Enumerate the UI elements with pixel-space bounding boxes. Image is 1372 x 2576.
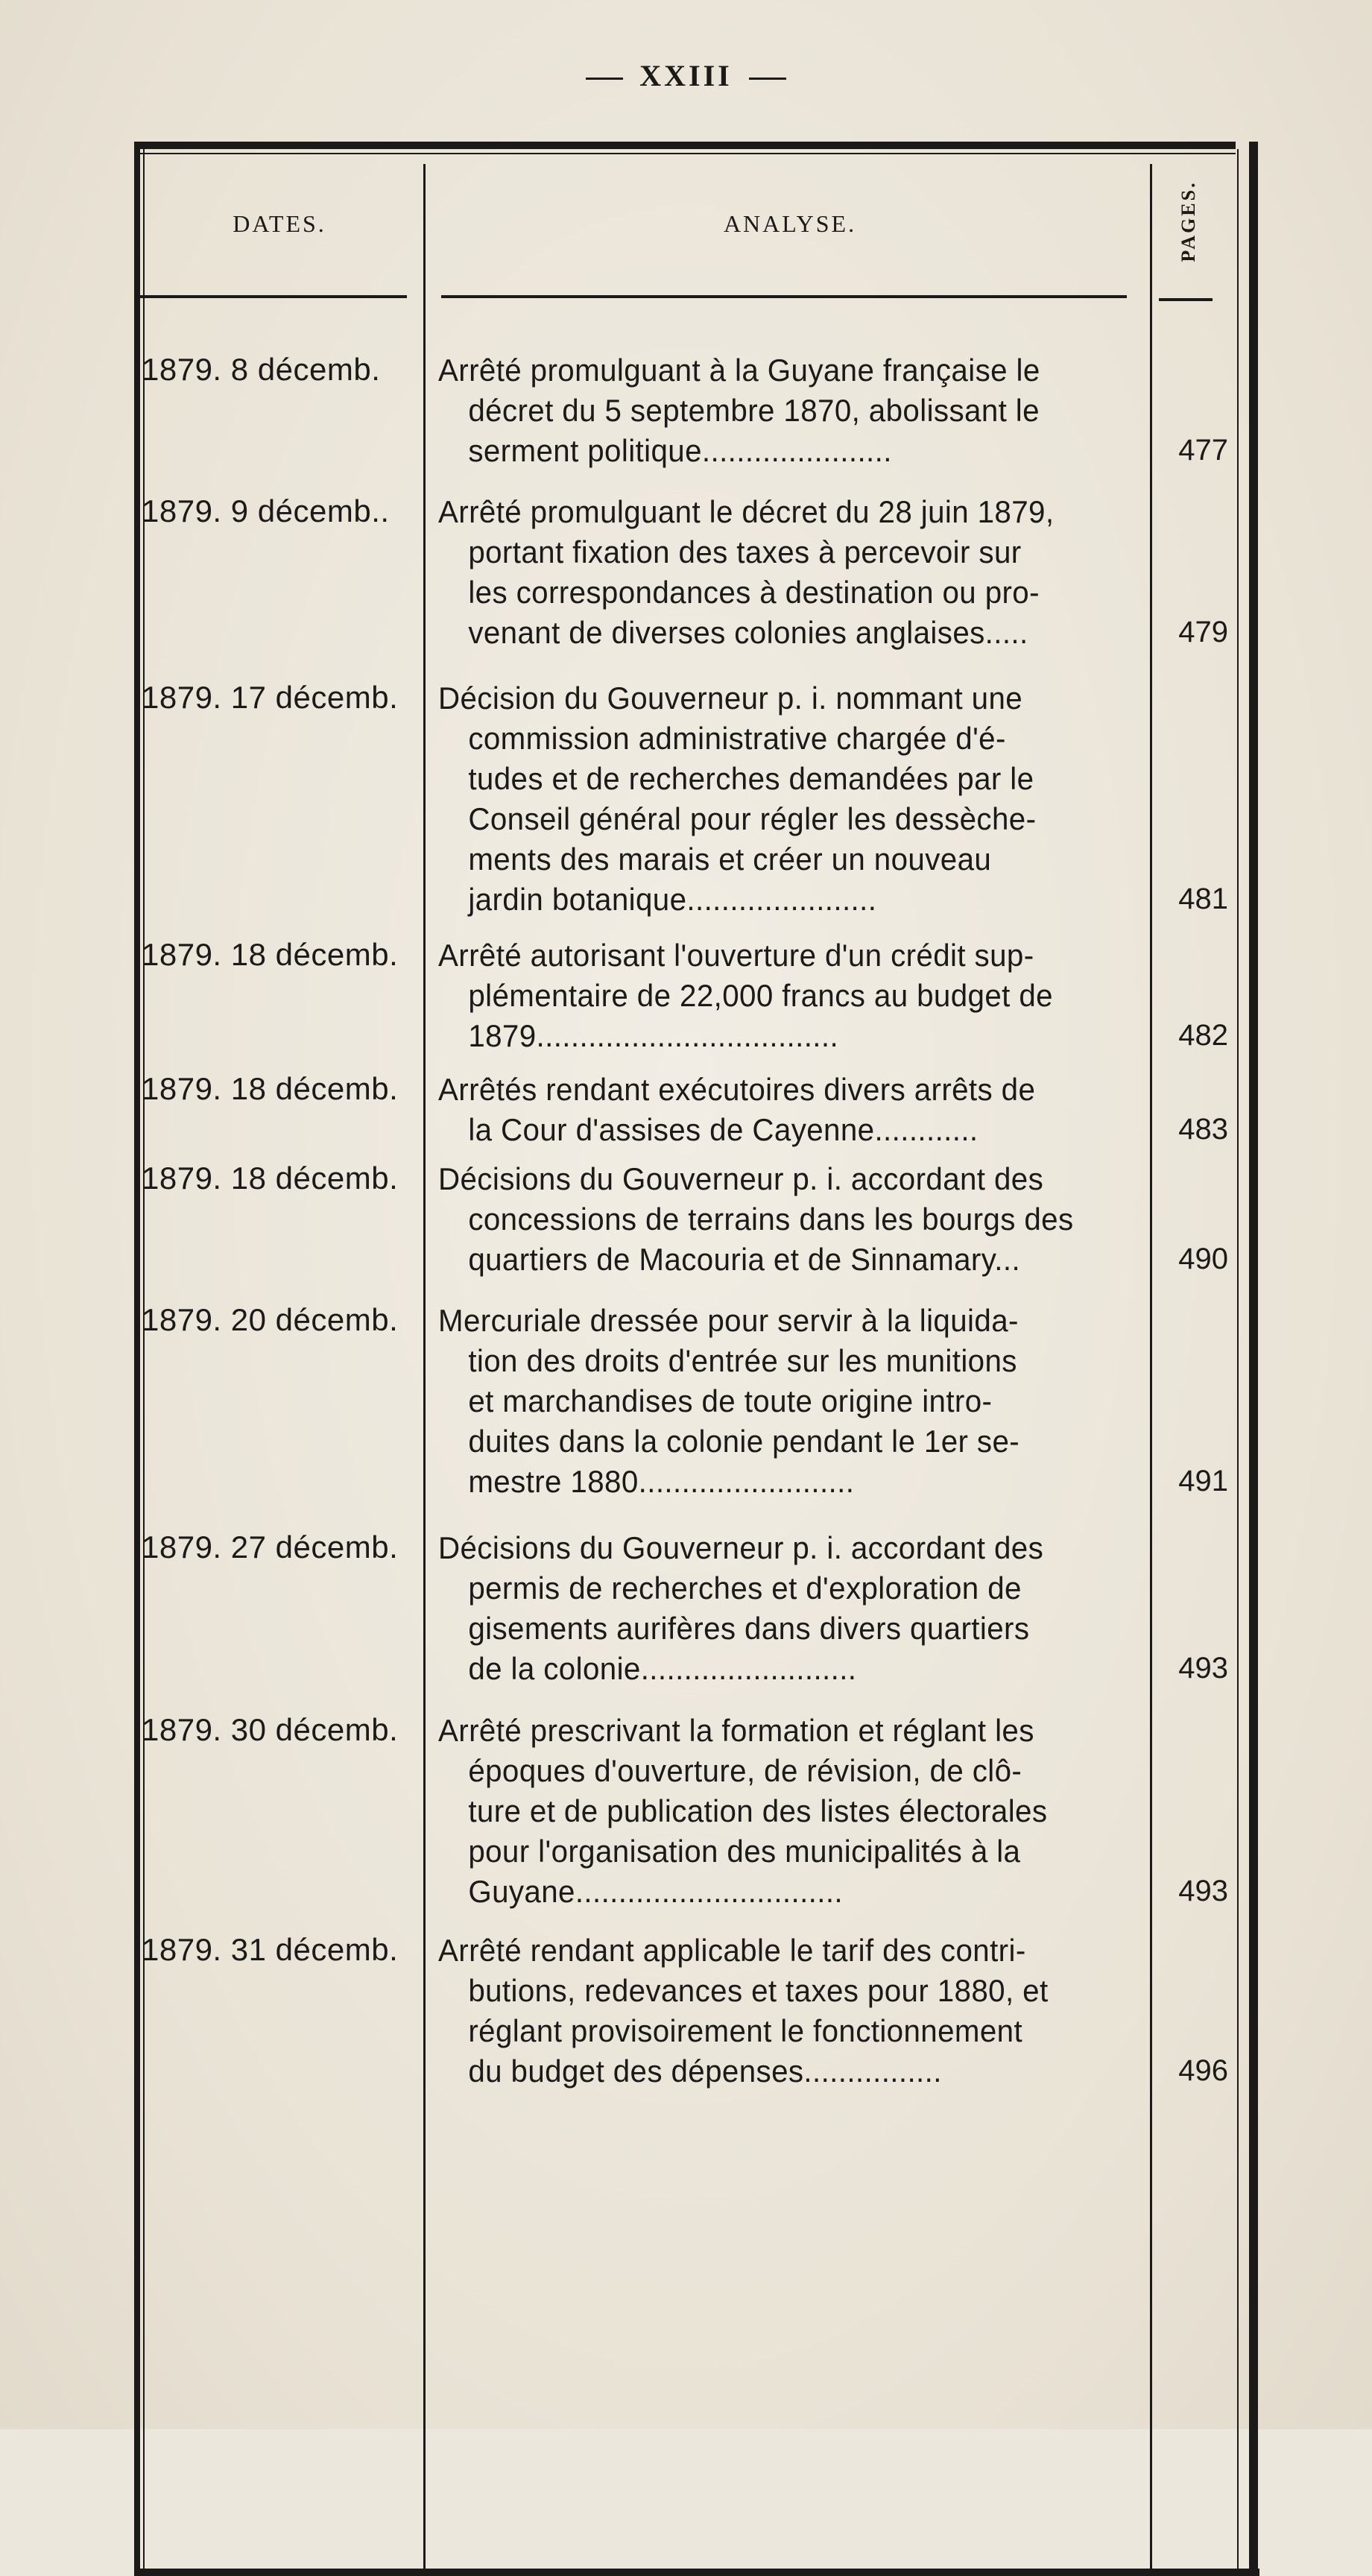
analysis-line: la Cour d'assises de Cayenne............	[468, 1112, 979, 1147]
analysis-line: 1879...................................	[468, 1018, 839, 1053]
frame-left-border	[134, 142, 140, 2576]
row-analysis	[438, 1528, 1116, 1689]
row-page-number: 481	[1178, 883, 1228, 915]
analysis-line: Conseil général pour régler les dessèche-	[468, 801, 1037, 836]
header-pages: PAGES.	[1177, 180, 1199, 262]
row-page-number: 479	[1178, 616, 1228, 648]
analysis-line: jardin botanique......................	[468, 882, 877, 917]
analysis-line: ments des marais et créer un nouveau	[468, 842, 992, 877]
analysis-line: Mercuriale dressée pour servir à la liquida-	[438, 1303, 1019, 1338]
row-page-number: 490	[1178, 1243, 1228, 1275]
frame-right-inner-border	[1237, 149, 1239, 2572]
row-page-number: 491	[1178, 1465, 1228, 1497]
row-analysis	[438, 1301, 1116, 1502]
analysis-line: Décisions du Gouverneur p. i. accordant des	[438, 1530, 1044, 1565]
analysis-line: Arrêtés rendant exécutoires divers arrêts de	[438, 1072, 1036, 1107]
analysis-line: tudes et de recherches demandées par le	[468, 761, 1034, 796]
analysis-line: tion des droits d'entrée sur les munitions	[468, 1343, 1017, 1378]
frame-top-thin-border	[134, 153, 1236, 154]
row-date: 1879. 18 décemb.	[142, 1071, 399, 1106]
row-date: 1879. 18 décemb.	[142, 937, 399, 972]
row-date: 1879. 27 décemb.	[142, 1530, 399, 1565]
column-divider-pages	[1150, 164, 1152, 2569]
row-page-number: 493	[1178, 1652, 1228, 1685]
row-page-number: 482	[1178, 1019, 1228, 1052]
row-date: 1879. 18 décemb.	[142, 1161, 399, 1196]
analysis-line: quartiers de Macouria et de Sinnamary...	[468, 1242, 1021, 1277]
analysis-line: pour l'organisation des municipalités à la	[468, 1834, 1021, 1869]
analysis-line: Décision du Gouverneur p. i. nommant une	[438, 681, 1023, 716]
row-date: 1879. 30 décemb.	[142, 1712, 399, 1747]
analysis-line: Guyane...............................	[468, 1874, 844, 1909]
row-analysis	[438, 1070, 1116, 1150]
analysis-line: et marchandises de toute origine intro-	[468, 1383, 993, 1418]
row-analysis	[438, 935, 1116, 1056]
analysis-line: de la colonie.........................	[468, 1651, 857, 1686]
analysis-line: commission administrative chargée d'é-	[468, 721, 1006, 756]
row-page-number: 496	[1178, 2054, 1228, 2087]
analysis-line: Arrêté promulguant le décret du 28 juin 1879,	[438, 494, 1055, 529]
row-date: 1879. 20 décemb.	[142, 1302, 399, 1337]
analysis-line: ture et de publication des listes électorales	[468, 1793, 1048, 1828]
row-date: 1879. 9 décemb..	[142, 493, 390, 528]
frame-bottom-border	[138, 2569, 1259, 2576]
analysis-line: plémentaire de 22,000 francs au budget de	[468, 978, 1053, 1013]
row-page-number: 483	[1178, 1113, 1228, 1146]
row-analysis	[438, 1711, 1116, 1912]
page-number-header	[0, 58, 1372, 93]
frame-right-border	[1249, 142, 1258, 2576]
header-rule-analyse	[441, 295, 1127, 298]
page-number: XXIII	[639, 59, 733, 92]
analysis-line: permis de recherches et d'exploration de	[468, 1570, 1022, 1606]
analysis-line: époques d'ouverture, de révision, de clô-	[468, 1753, 1022, 1788]
header-analyse: ANALYSE.	[723, 210, 857, 237]
analysis-line: réglant provisoirement le fonctionnement	[468, 2013, 1023, 2048]
analysis-line: duites dans la colonie pendant le 1er se-	[468, 1424, 1020, 1459]
analysis-line: butions, redevances et taxes pour 1880, et	[468, 1973, 1049, 2008]
header-rule-dates	[140, 295, 407, 298]
row-analysis	[438, 1931, 1116, 2092]
analysis-line: mestre 1880.........................	[468, 1464, 855, 1499]
header-dates: DATES.	[233, 210, 326, 237]
analysis-line: Décisions du Gouverneur p. i. accordant des	[438, 1161, 1044, 1196]
analysis-line: décret du 5 septembre 1870, abolissant le	[468, 393, 1040, 428]
column-divider-dates	[423, 164, 426, 2569]
analysis-line: Arrêté promulguant à la Guyane française le	[438, 353, 1040, 388]
analysis-line: Arrêté autorisant l'ouverture d'un crédit sup-	[438, 938, 1034, 973]
row-analysis	[438, 678, 1116, 920]
analysis-line: serment politique......................	[468, 433, 892, 468]
analysis-line: concessions de terrains dans les bourgs des	[468, 1202, 1074, 1237]
row-page-number: 493	[1178, 1875, 1228, 1907]
row-date: 1879. 31 décemb.	[142, 1932, 399, 1967]
analysis-line: les correspondances à destination ou pro-	[468, 575, 1040, 610]
dash-left	[586, 78, 623, 80]
analysis-line: du budget des dépenses................	[468, 2053, 942, 2089]
analysis-line: portant fixation des taxes à percevoir sur	[468, 534, 1022, 569]
row-analysis	[438, 1159, 1116, 1280]
row-date: 1879. 8 décemb.	[142, 352, 381, 387]
row-page-number: 477	[1178, 434, 1228, 467]
analysis-line: Arrêté prescrivant la formation et réglant les	[438, 1713, 1034, 1748]
row-date: 1879. 17 décemb.	[142, 680, 399, 715]
analysis-line: gisements aurifères dans divers quartiers	[468, 1611, 1030, 1646]
row-analysis	[438, 350, 1116, 471]
frame-top-border	[134, 142, 1236, 149]
row-analysis	[438, 492, 1116, 653]
dash-right	[749, 78, 786, 80]
header-rule-pages	[1159, 298, 1213, 301]
analysis-line: venant de diverses colonies anglaises.....	[468, 615, 1028, 650]
analysis-line: Arrêté rendant applicable le tarif des contri-	[438, 1933, 1026, 1968]
